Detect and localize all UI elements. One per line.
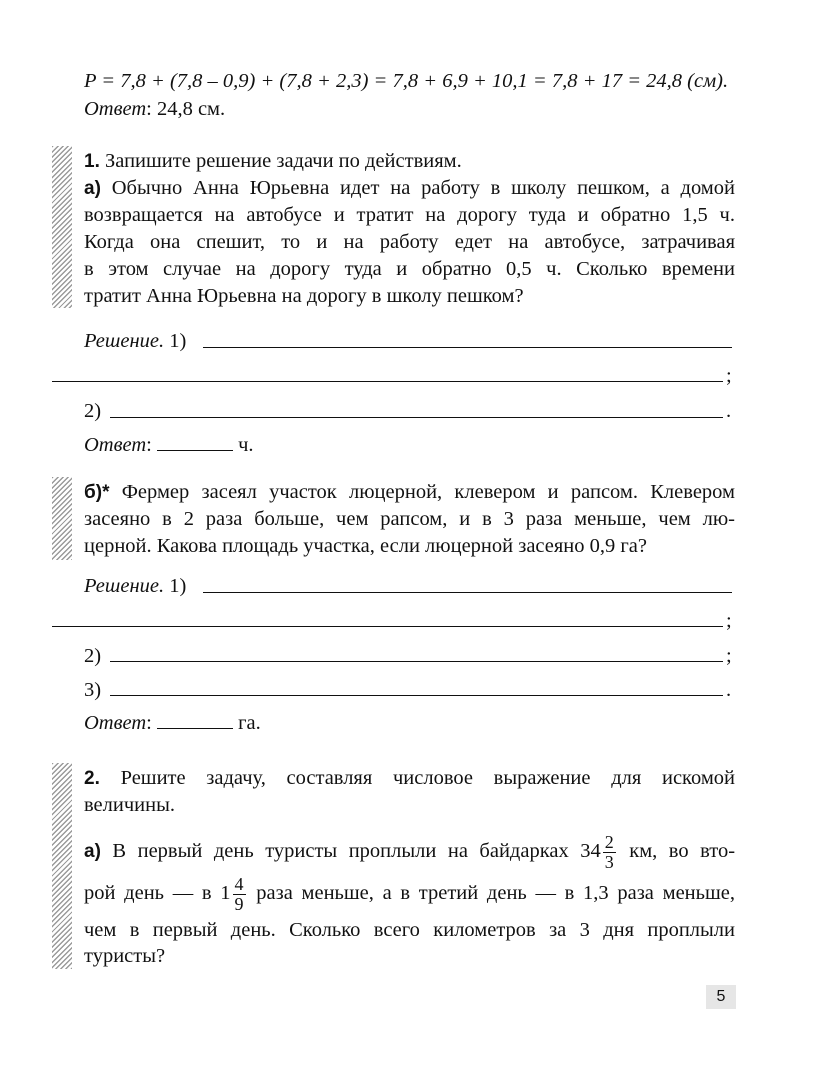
step-3-label: 3): [84, 679, 102, 701]
solution-label: Решение. 1): [84, 330, 187, 352]
answer-value: : 24,8 см.: [146, 98, 226, 120]
task-title: Решите задачу, составляя числовое выражение для искомой: [120, 767, 736, 789]
task-marker-hatch: [52, 763, 72, 969]
task-2-heading: [84, 765, 735, 792]
task-2-block: [52, 763, 735, 969]
answer-blank[interactable]: [157, 727, 233, 729]
page-number: 5: [706, 985, 736, 1009]
task-1a-line-3: Когда она спешит, то и на работу едет на автобусе, затрачивая: [84, 231, 735, 253]
step-2-label: 2): [84, 400, 102, 422]
task-1b-line-3: церной. Какова площадь участка, если люцерной засеяно 0,9 га?: [84, 535, 648, 557]
solution-label: Решение. 1): [84, 575, 187, 597]
answer-blank[interactable]: [157, 449, 233, 451]
answer-line-2[interactable]: [110, 417, 723, 418]
task-2a-line-1: а) В первый день туристы проплыли на байдарках 34 $\frac{2}{3}$ км, во вто-: [84, 832, 736, 872]
task-number: 1.: [84, 151, 100, 172]
task-2-heading-line-2: величины.: [84, 794, 176, 816]
perimeter-formula: P = 7,8 + (7,8 – 0,9) + (7,8 + 2,3) = 7,8 + 6,9 + 10,1 = 7,8 + 17 = 24,8 (см).: [84, 70, 729, 92]
task-1a-line-1: [84, 175, 735, 202]
answer-line-1-cont[interactable]: [52, 626, 723, 627]
period: .: [726, 400, 732, 422]
task-marker-hatch: [52, 146, 72, 308]
task-title: Запишите решение задачи по действиям.: [104, 150, 462, 172]
task-1-heading: [84, 148, 735, 175]
subtask-label: а): [84, 178, 101, 199]
task-1a-line-4: в этом случае на дорогу туда и обратно 0,5 ч. Сколько времени: [84, 258, 735, 280]
task-1b-line-2: засеяно в 2 раза больше, чем рапсом, и в 3 раза меньше, чем лю-: [84, 508, 735, 530]
task-1a-answer: Ответ: ч.: [84, 434, 254, 456]
task-2a-line-2: рой день — в 1 $\frac{4}{9}$ раза меньше, а в третий день — в 1,3 раза меньше,: [84, 874, 736, 914]
task-2a-line-3: чем в первый день. Сколько всего километров за 3 дня проплыли: [84, 919, 735, 941]
task-1b-line-1: [84, 479, 735, 506]
fraction: $\frac{2}{3}$: [604, 832, 614, 872]
task-1a-line-2: возвращается на автобусе и тратит на дорогу туда и обратно 1,5 ч.: [84, 204, 735, 226]
task-1a-block: [52, 146, 735, 308]
semicolon: ;: [726, 645, 732, 667]
answer-line-3[interactable]: [110, 695, 723, 696]
semicolon: ;: [726, 610, 732, 632]
answer-label: Ответ: [84, 98, 147, 120]
task-1a-line-5: тратит Анна Юрьевна на дорогу в школу пешком?: [84, 285, 524, 307]
task-number: 2.: [84, 768, 100, 789]
subtask-label: а): [84, 841, 101, 863]
period: .: [726, 679, 732, 701]
fraction: $\frac{4}{9}$: [234, 874, 244, 914]
formula-answer: [84, 96, 735, 122]
answer-line-2[interactable]: [110, 661, 723, 662]
task-marker-hatch: [52, 477, 72, 560]
task-1b-answer: Ответ: га.: [84, 712, 261, 734]
task-1b-block: [52, 477, 735, 560]
semicolon: ;: [726, 365, 732, 387]
answer-line-1[interactable]: [203, 347, 732, 348]
step-2-label: 2): [84, 645, 102, 667]
answer-line-1[interactable]: [203, 592, 732, 593]
task-text: Фермер засеял участок люцерной, клевером и рапсом. Клевером: [121, 481, 735, 503]
answer-line-1-cont[interactable]: [52, 381, 723, 382]
task-2a-line-4: туристы?: [84, 945, 166, 967]
subtask-label: б)*: [84, 482, 110, 503]
task-text: Обычно Анна Юрьевна идет на работу в школу пешком, а домой: [111, 177, 735, 199]
